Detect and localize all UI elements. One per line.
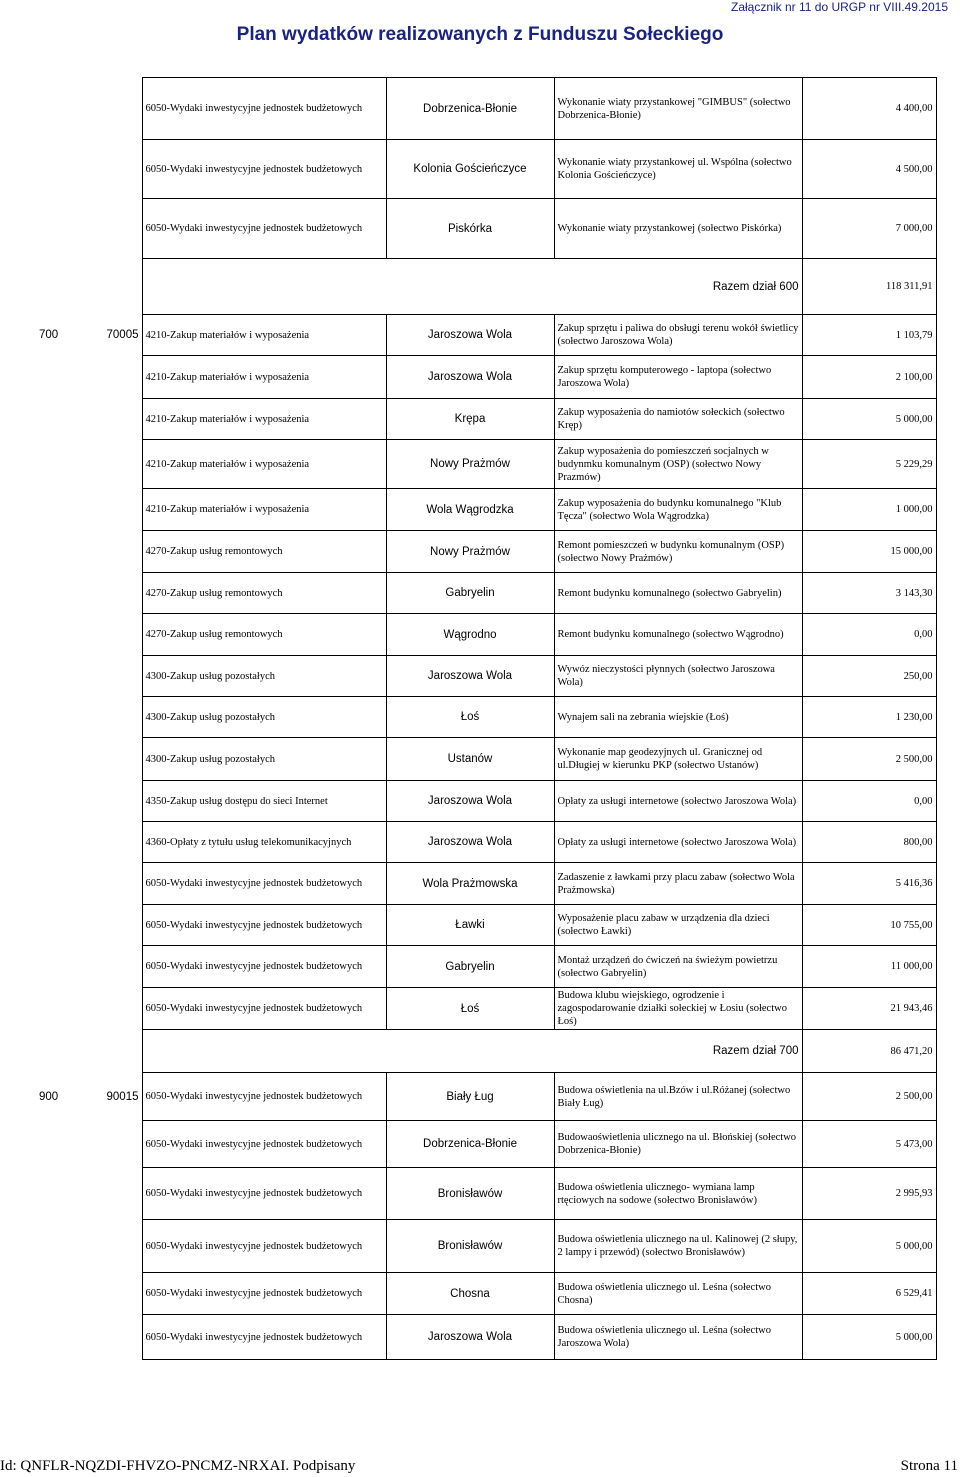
amount-cell: 5 229,29 (802, 440, 936, 489)
empty-cell (36, 738, 72, 781)
empty-cell (72, 738, 142, 781)
paragraph-cell: 4360-Opłaty z tytułu usług telekomunikacyjnych (142, 822, 386, 863)
paragraph-cell: 4300-Zakup usług pozostałych (142, 656, 386, 697)
table-row (36, 1121, 936, 1168)
village-cell: Bronisławów (386, 1220, 554, 1273)
table-row (36, 573, 936, 614)
village-cell: Jaroszowa Wola (386, 822, 554, 863)
table-row (36, 356, 936, 399)
document-id: Id: QNFLR-NQZDI-FHVZO-PNCMZ-NRXAI. Podpisany (0, 1458, 356, 1474)
empty-cell (36, 1121, 72, 1168)
paragraph-cell: 6050-Wydaki inwestycyjne jednostek budżetowych (142, 1315, 386, 1360)
table-row (36, 822, 936, 863)
village-cell: Ustanów (386, 738, 554, 781)
empty-cell (36, 78, 142, 140)
description-cell: Zakup wyposażenia do budynku komunalnego "Klub Tęcza" (sołectwo Wola Wągrodzka) (554, 489, 802, 531)
empty-cell (72, 399, 142, 440)
paragraph-cell: 4210-Zakup materiałów i wyposażenia (142, 440, 386, 489)
table-row (36, 905, 936, 946)
village-cell: Jaroszowa Wola (386, 781, 554, 822)
section-total-row (36, 259, 936, 315)
empty-cell (36, 614, 72, 656)
paragraph-cell: 4270-Zakup usług remontowych (142, 531, 386, 573)
empty-cell (72, 1315, 142, 1360)
amount-cell: 7 000,00 (802, 199, 936, 259)
table-row (36, 140, 936, 199)
table-row (36, 738, 936, 781)
village-cell: Dobrzenica-Błonie (386, 1121, 554, 1168)
table-row (36, 199, 936, 259)
amount-cell: 4 400,00 (802, 78, 936, 140)
village-cell: Biały Ług (386, 1073, 554, 1121)
village-cell: Krępa (386, 399, 554, 440)
village-cell: Łoś (386, 988, 554, 1030)
empty-cell (72, 614, 142, 656)
empty-cell (36, 656, 72, 697)
empty-cell (72, 573, 142, 614)
section-total-amount: 118 311,91 (802, 259, 936, 315)
empty-cell (72, 489, 142, 531)
village-cell: Dobrzenica-Błonie (386, 78, 554, 140)
amount-cell: 0,00 (802, 614, 936, 656)
empty-cell (36, 531, 72, 573)
table-row (36, 440, 936, 489)
amount-cell: 0,00 (802, 781, 936, 822)
village-cell: Wola Prażmowska (386, 863, 554, 905)
total-spacer (36, 259, 142, 315)
table-row (36, 863, 936, 905)
empty-cell (36, 946, 72, 988)
village-cell: Gabryelin (386, 946, 554, 988)
village-cell: Jaroszowa Wola (386, 356, 554, 399)
empty-cell (72, 440, 142, 489)
amount-cell: 21 943,46 (802, 988, 936, 1030)
village-cell: Chosna (386, 1273, 554, 1315)
paragraph-cell: 6050-Wydaki inwestycyjne jednostek budżetowych (142, 946, 386, 988)
table-row (36, 78, 936, 140)
empty-cell (36, 1168, 72, 1220)
empty-cell (36, 399, 72, 440)
amount-cell: 2 100,00 (802, 356, 936, 399)
dzial-code: 700 (39, 329, 59, 341)
description-cell: Wywóz nieczystości płynnych (sołectwo Jaroszowa Wola) (554, 656, 802, 697)
table-row (36, 781, 936, 822)
empty-cell (72, 697, 142, 738)
rozdzial-code: 70005 (106, 329, 139, 341)
empty-cell (36, 489, 72, 531)
paragraph-cell: 6050-Wydaki inwestycyjne jednostek budżetowych (142, 199, 386, 259)
description-cell: Zakup sprzętu komputerowego - laptopa (sołectwo Jaroszowa Wola) (554, 356, 802, 399)
village-cell: Jaroszowa Wola (386, 315, 554, 356)
description-cell: Budowa oświetlenia ulicznego ul. Leśna (sołectwo Jaroszowa Wola) (554, 1315, 802, 1360)
empty-cell (36, 573, 72, 614)
paragraph-cell: 6050-Wydaki inwestycyjne jednostek budżetowych (142, 1273, 386, 1315)
empty-cell (72, 356, 142, 399)
description-cell: Zadaszenie z ławkami przy placu zabaw (sołectwo Wola Prażmowska) (554, 863, 802, 905)
description-cell: Remont budynku komunalnego (sołectwo Gabryelin) (554, 573, 802, 614)
description-cell: Zakup wyposażenia do pomieszczeń socjalnych w budynmku komunalnym (OSP) (sołectwo Nowy Prazmów) (554, 440, 802, 489)
table-row (36, 988, 936, 1030)
description-cell: Wynajem sali na zebrania wiejskie (Łoś) (554, 697, 802, 738)
village-cell: Jaroszowa Wola (386, 1315, 554, 1360)
empty-cell (36, 1273, 72, 1315)
section-total-amount: 86 471,20 (802, 1030, 936, 1073)
description-cell: Budowa oświetlenia ulicznego- wymiana lamp rtęciowych na sodowe (sołectwo Bronisławów) (554, 1168, 802, 1220)
empty-cell (36, 199, 142, 259)
amount-cell: 3 143,30 (802, 573, 936, 614)
description-cell: Budowa oświetlenia na ul.Bzów i ul.Różanej (sołectwo Biały Ług) (554, 1073, 802, 1121)
amount-cell: 5 473,00 (802, 1121, 936, 1168)
description-cell: Budowa oświetlenia ulicznego ul. Leśna (sołectwo Chosna) (554, 1273, 802, 1315)
amount-cell: 2 995,93 (802, 1168, 936, 1220)
empty-cell (36, 356, 72, 399)
rozdzial-code: 90015 (106, 1090, 139, 1103)
dzial-code: 900 (39, 1090, 59, 1103)
paragraph-cell: 6050-Wydaki inwestycyjne jednostek budżetowych (142, 863, 386, 905)
table-row (36, 1273, 936, 1315)
village-cell: Kolonia Gościeńczyce (386, 140, 554, 199)
table-row (36, 1315, 936, 1360)
amount-cell: 15 000,00 (802, 531, 936, 573)
page-number: Strona 11 (900, 1458, 958, 1474)
empty-cell (36, 440, 72, 489)
amount-cell: 10 755,00 (802, 905, 936, 946)
empty-cell (72, 988, 142, 1030)
empty-cell (72, 1273, 142, 1315)
description-cell: Wykonanie map geodezyjnych ul. Granicznej od ul.Długiej w kierunku PKP (sołectwo Ustanów) (554, 738, 802, 781)
village-cell: Piskórka (386, 199, 554, 259)
description-cell: Budowaoświetlenia ulicznego na ul. Błońskiej (sołectwo Dobrzenica-Błonie) (554, 1121, 802, 1168)
description-cell: Wykonanie wiaty przystankowej ul. Wspólna (sołectwo Kolonia Gościeńczyce) (554, 140, 802, 199)
empty-cell (36, 781, 72, 822)
amount-cell: 5 000,00 (802, 1315, 936, 1360)
table-row (36, 946, 936, 988)
empty-cell (72, 863, 142, 905)
empty-cell (36, 905, 72, 946)
village-cell: Ławki (386, 905, 554, 946)
paragraph-cell: 4270-Zakup usług remontowych (142, 573, 386, 614)
amount-cell: 1 103,79 (802, 315, 936, 356)
description-cell: Montaż urządzeń do ćwiczeń na świeżym powietrzu (sołectwo Gabryelin) (554, 946, 802, 988)
description-cell: Remont budynku komunalnego (sołectwo Wągrodno) (554, 614, 802, 656)
description-cell: Zakup sprzętu i paliwa do obsługi terenu wokół świetlicy (sołectwo Jaroszowa Wola) (554, 315, 802, 356)
village-cell: Jaroszowa Wola (386, 656, 554, 697)
description-cell: Budowa oświetlenia ulicznego na ul. Kalinowej (2 słupy, 2 lampy i przewód) (sołectwo Bronisławów) (554, 1220, 802, 1273)
empty-cell (36, 1220, 72, 1273)
table-row (36, 315, 936, 356)
amount-cell: 5 416,36 (802, 863, 936, 905)
table-row (36, 614, 936, 656)
amount-cell: 11 000,00 (802, 946, 936, 988)
total-spacer (36, 1030, 142, 1073)
table-row (36, 1168, 936, 1220)
empty-cell (36, 140, 142, 199)
description-cell: Wykonanie wiaty przystankowej "GIMBUS" (sołectwo Dobrzenica-Błonie) (554, 78, 802, 140)
empty-cell (72, 656, 142, 697)
paragraph-cell: 6050-Wydaki inwestycyjne jednostek budżetowych (142, 988, 386, 1030)
empty-cell (72, 1121, 142, 1168)
empty-cell (72, 905, 142, 946)
paragraph-cell: 6050-Wydaki inwestycyjne jednostek budżetowych (142, 1121, 386, 1168)
description-cell: Wyposażenie placu zabaw w urządzenia dla dzieci (sołectwo Ławki) (554, 905, 802, 946)
table-row (36, 531, 936, 573)
village-cell: Wągrodno (386, 614, 554, 656)
paragraph-cell: 6050-Wydaki inwestycyjne jednostek budżetowych (142, 1073, 386, 1121)
village-cell: Wola Wągrodzka (386, 489, 554, 531)
paragraph-cell: 4300-Zakup usług pozostałych (142, 738, 386, 781)
table-row (36, 697, 936, 738)
page-title: Plan wydatków realizowanych z Funduszu Sołeckiego (236, 24, 724, 45)
empty-cell (36, 1315, 72, 1360)
village-cell: Nowy Prażmów (386, 440, 554, 489)
table-row (36, 399, 936, 440)
description-cell: Wykonanie wiaty przystankowej (sołectwo Piskórka) (554, 199, 802, 259)
amount-cell: 1 230,00 (802, 697, 936, 738)
paragraph-cell: 4210-Zakup materiałów i wyposażenia (142, 399, 386, 440)
empty-cell (36, 697, 72, 738)
empty-cell (72, 1220, 142, 1273)
paragraph-cell: 4210-Zakup materiałów i wyposażenia (142, 315, 386, 356)
amount-cell: 800,00 (802, 822, 936, 863)
amount-cell: 2 500,00 (802, 1073, 936, 1121)
empty-cell (36, 863, 72, 905)
empty-cell (72, 531, 142, 573)
table-row (36, 489, 936, 531)
empty-cell (72, 946, 142, 988)
attachment-note: Załącznik nr 11 do URGP nr VIII.49.2015 (730, 0, 948, 14)
table-row (36, 656, 936, 697)
amount-cell: 2 500,00 (802, 738, 936, 781)
paragraph-cell: 6050-Wydaki inwestycyjne jednostek budżetowych (142, 78, 386, 140)
amount-cell: 6 529,41 (802, 1273, 936, 1315)
paragraph-cell: 6050-Wydaki inwestycyjne jednostek budżetowych (142, 905, 386, 946)
village-cell: Nowy Prażmów (386, 531, 554, 573)
paragraph-cell: 4300-Zakup usług pozostałych (142, 697, 386, 738)
village-cell: Bronisławów (386, 1168, 554, 1220)
table-row (36, 1073, 936, 1121)
description-cell: Opłaty za usługi internetowe (sołectwo Jaroszowa Wola) (554, 822, 802, 863)
paragraph-cell: 4210-Zakup materiałów i wyposażenia (142, 356, 386, 399)
amount-cell: 4 500,00 (802, 140, 936, 199)
table-row (36, 1220, 936, 1273)
paragraph-cell: 6050-Wydaki inwestycyjne jednostek budżetowych (142, 1168, 386, 1220)
description-cell: Zakup wyposażenia do namiotów sołeckich (sołectwo Kręp) (554, 399, 802, 440)
section-total-label: Razem dział 600 (142, 259, 802, 315)
paragraph-cell: 4270-Zakup usług remontowych (142, 614, 386, 656)
empty-cell (72, 1168, 142, 1220)
description-cell: Budowa klubu wiejskiego, ogrodzenie i zagospodarowanie działki sołeckiej w Łosiu (sołectwo Łoś) (554, 988, 802, 1030)
amount-cell: 1 000,00 (802, 489, 936, 531)
description-cell: Remont pomieszczeń w budynku komunalnym (OSP) (sołectwo Nowy Prażmów) (554, 531, 802, 573)
section-total-row (36, 1030, 936, 1073)
village-cell: Łoś (386, 697, 554, 738)
amount-cell: 250,00 (802, 656, 936, 697)
amount-cell: 5 000,00 (802, 1220, 936, 1273)
empty-cell (72, 822, 142, 863)
amount-cell: 5 000,00 (802, 399, 936, 440)
section-total-label: Razem dział 700 (142, 1030, 802, 1073)
expense-plan-table (36, 77, 937, 1360)
paragraph-cell: 4350-Zakup usług dostępu do sieci Internet (142, 781, 386, 822)
paragraph-cell: 6050-Wydaki inwestycyjne jednostek budżetowych (142, 140, 386, 199)
paragraph-cell: 6050-Wydaki inwestycyjne jednostek budżetowych (142, 1220, 386, 1273)
village-cell: Gabryelin (386, 573, 554, 614)
empty-cell (36, 988, 72, 1030)
empty-cell (72, 781, 142, 822)
empty-cell (36, 822, 72, 863)
paragraph-cell: 4210-Zakup materiałów i wyposażenia (142, 489, 386, 531)
description-cell: Opłaty za usługi internetowe (sołectwo Jaroszowa Wola) (554, 781, 802, 822)
